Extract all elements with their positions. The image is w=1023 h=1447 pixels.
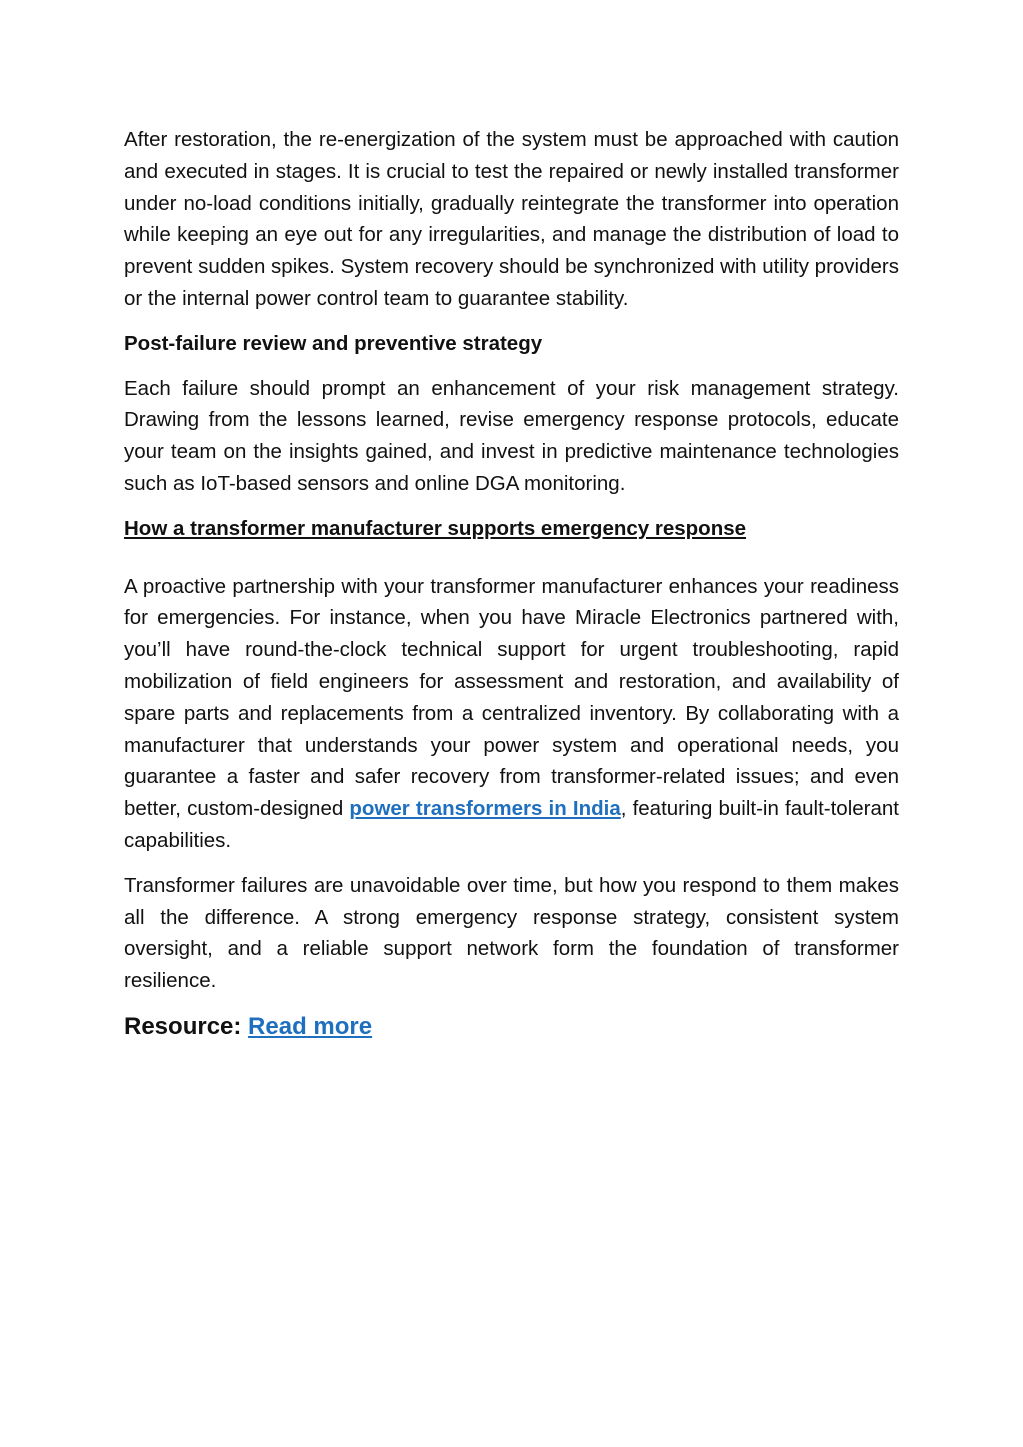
paragraph-manufacturer-partnership — [124, 571, 899, 857]
paragraph-re-energization: After restoration, the re-energization of the system must be approached with caution and executed in stages. It is crucial to test the repaired or newly installed transformer under no-load conditions initially, gradually reintegrate the transformer into operation while keeping an eye out for any irregularities, and manage the distribution of load to prevent sudden spikes. System recovery should be synchronized with utility providers or the internal power control team to guarantee stability. — [124, 128, 899, 310]
paragraph-post-failure: Each failure should prompt an enhancement of your risk management strategy. Drawing from the lessons learned, revise emergency response protocols, educate your team on the insights gained, and invest in predictive maintenance technologies such as IoT-based sensors and online DGA monitoring. — [124, 376, 899, 495]
paragraph-text-after-link: , featuring built-in fault-tolerant capabilities. — [124, 797, 899, 852]
resource-line — [124, 1010, 899, 1044]
resource-label: Resource: — [124, 1012, 242, 1040]
power-transformers-link[interactable]: power transformers in India — [349, 797, 621, 821]
heading-wrap — [124, 513, 899, 558]
document-page — [124, 124, 899, 1044]
heading-post-failure-review: Post-failure review and preventive strategy — [124, 331, 543, 355]
heading-manufacturer-support: How a transformer manufacturer supports emergency response — [124, 516, 747, 540]
read-more-link[interactable]: Read more — [248, 1012, 373, 1040]
paragraph-conclusion: Transformer failures are unavoidable over time, but how you respond to them makes all the difference. A strong emergency response strategy, consistent system oversight, and a reliable support network form the foundation of transformer resilience. — [124, 873, 899, 993]
paragraph-text-before-link: A proactive partnership with your transformer manufacturer enhances your readiness for emergencies. For instance, when you have Miracle Electronics partnered with, you’ll have round-the-clock technical support for urgent troubleshooting, rapid mobilization of field engineers for assessment and restoration, and availability of spare parts and replacements from a centralized inventory. By collaborating with a manufacturer that understands your power system and operational needs, you guarantee a faster and safer recovery from transformer-related issues; and even better, custom-designed — [124, 574, 899, 821]
